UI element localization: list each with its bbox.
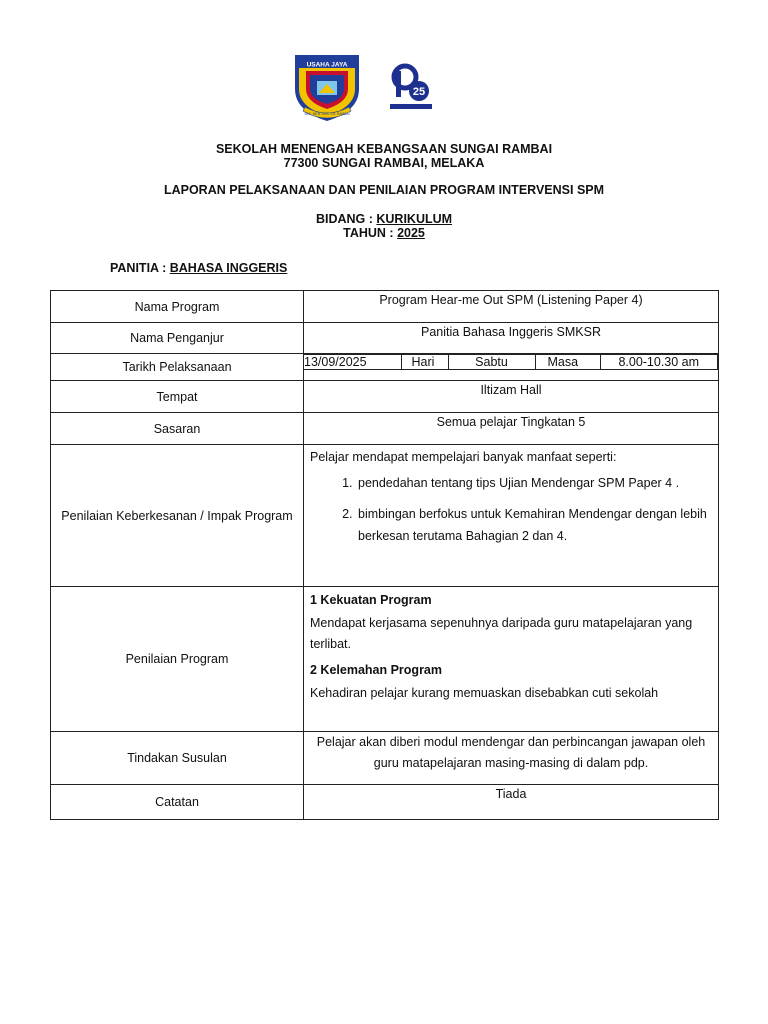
- row-tempat: [51, 381, 719, 413]
- panitia-value: BAHASA INGGERIS: [169, 261, 288, 275]
- tahun-value: 2025: [397, 226, 425, 240]
- program-logo: [386, 61, 436, 113]
- svg-text:SEK. MEN. KEB. SG. RAMBAI: SEK. MEN. KEB. SG. RAMBAI: [304, 112, 350, 116]
- tindakan-value: Pelajar akan diberi modul mendengar dan perbincangan jawapan oleh guru matapelajaran masing-masing di dalam pdp.: [304, 732, 719, 785]
- report-title: LAPORAN PELAKSANAAN DAN PENILAIAN PROGRAM INTERVENSI SPM: [163, 183, 605, 197]
- nama-program-label: Nama Program: [51, 291, 304, 323]
- penilaian-content: [304, 587, 719, 732]
- bidang-label: BIDANG :: [315, 212, 373, 226]
- tindakan-label: Tindakan Susulan: [51, 732, 304, 785]
- penilaian-label: Penilaian Program: [51, 587, 304, 732]
- svg-text:USAHA JAYA: USAHA JAYA: [306, 61, 348, 69]
- row-penilaian: [51, 587, 719, 732]
- kekuatan-heading: 1 Kekuatan Program: [310, 593, 432, 607]
- tempat-label: Tempat: [51, 381, 304, 413]
- tarikh-subtable: [304, 354, 718, 370]
- list-item: 2. bimbingan berfokus untuk Kemahiran Mendengar dengan lebih berkesan terutama Bahagian 2 dan 4.: [356, 503, 712, 547]
- bidang-line: [0, 212, 768, 226]
- report-table: [50, 290, 719, 820]
- nama-program-value: Program Hear-me Out SPM (Listening Paper 4): [304, 291, 719, 323]
- impak-content: [304, 445, 719, 587]
- tempat-value: Iltizam Hall: [304, 381, 719, 413]
- panitia-line: [110, 261, 287, 275]
- kelemahan-heading: 2 Kelemahan Program: [310, 663, 442, 677]
- row-nama-program: [51, 291, 719, 323]
- kelemahan-text: Kehadiran pelajar kurang memuaskan disebabkan cuti sekolah: [310, 686, 659, 700]
- tahun-line: [0, 226, 768, 240]
- school-address: 77300 SUNGAI RAMBAI, MELAKA: [283, 156, 485, 170]
- bidang-value: KURIKULUM: [376, 212, 453, 226]
- penganjur-label: Nama Penganjur: [51, 323, 304, 354]
- sasaran-value: Semua pelajar Tingkatan 5: [304, 413, 719, 445]
- svg-text:25: 25: [412, 86, 426, 98]
- row-catatan: [51, 785, 719, 820]
- masa-label: Masa: [535, 355, 600, 370]
- sasaran-label: Sasaran: [51, 413, 304, 445]
- catatan-label: Catatan: [51, 785, 304, 820]
- tarikh-label: Tarikh Pelaksanaan: [51, 354, 304, 381]
- list-item: 1. pendedahan tentang tips Ujian Mendengar SPM Paper 4 .: [356, 472, 712, 494]
- impak-label: Penilaian Keberkesanan / Impak Program: [51, 445, 304, 587]
- row-tindakan: [51, 732, 719, 785]
- school-name: SEKOLAH MENENGAH KEBANGSAAN SUNGAI RAMBAI: [215, 142, 553, 156]
- masa-value: 8.00-10.30 am: [600, 355, 718, 370]
- panitia-label: PANITIA :: [110, 261, 167, 275]
- penganjur-value: Panitia Bahasa Inggeris SMKSR: [304, 323, 719, 354]
- row-sasaran: [51, 413, 719, 445]
- catatan-value: Tiada: [304, 785, 719, 820]
- tahun-label: TAHUN :: [343, 226, 394, 240]
- hari-value: Sabtu: [448, 355, 535, 370]
- school-crest-logo: [291, 49, 363, 123]
- impak-points-list: [310, 472, 712, 547]
- impak-intro: Pelajar mendapat mempelajari banyak manfaat seperti:: [310, 450, 617, 464]
- tarikh-value: 13/09/2025: [304, 355, 401, 370]
- row-tarikh: [51, 354, 719, 381]
- hari-label: Hari: [401, 355, 448, 370]
- row-penganjur: [51, 323, 719, 354]
- row-impak: [51, 445, 719, 587]
- kekuatan-text: Mendapat kerjasama sepenuhnya daripada guru matapelajaran yang terlibat.: [310, 616, 693, 651]
